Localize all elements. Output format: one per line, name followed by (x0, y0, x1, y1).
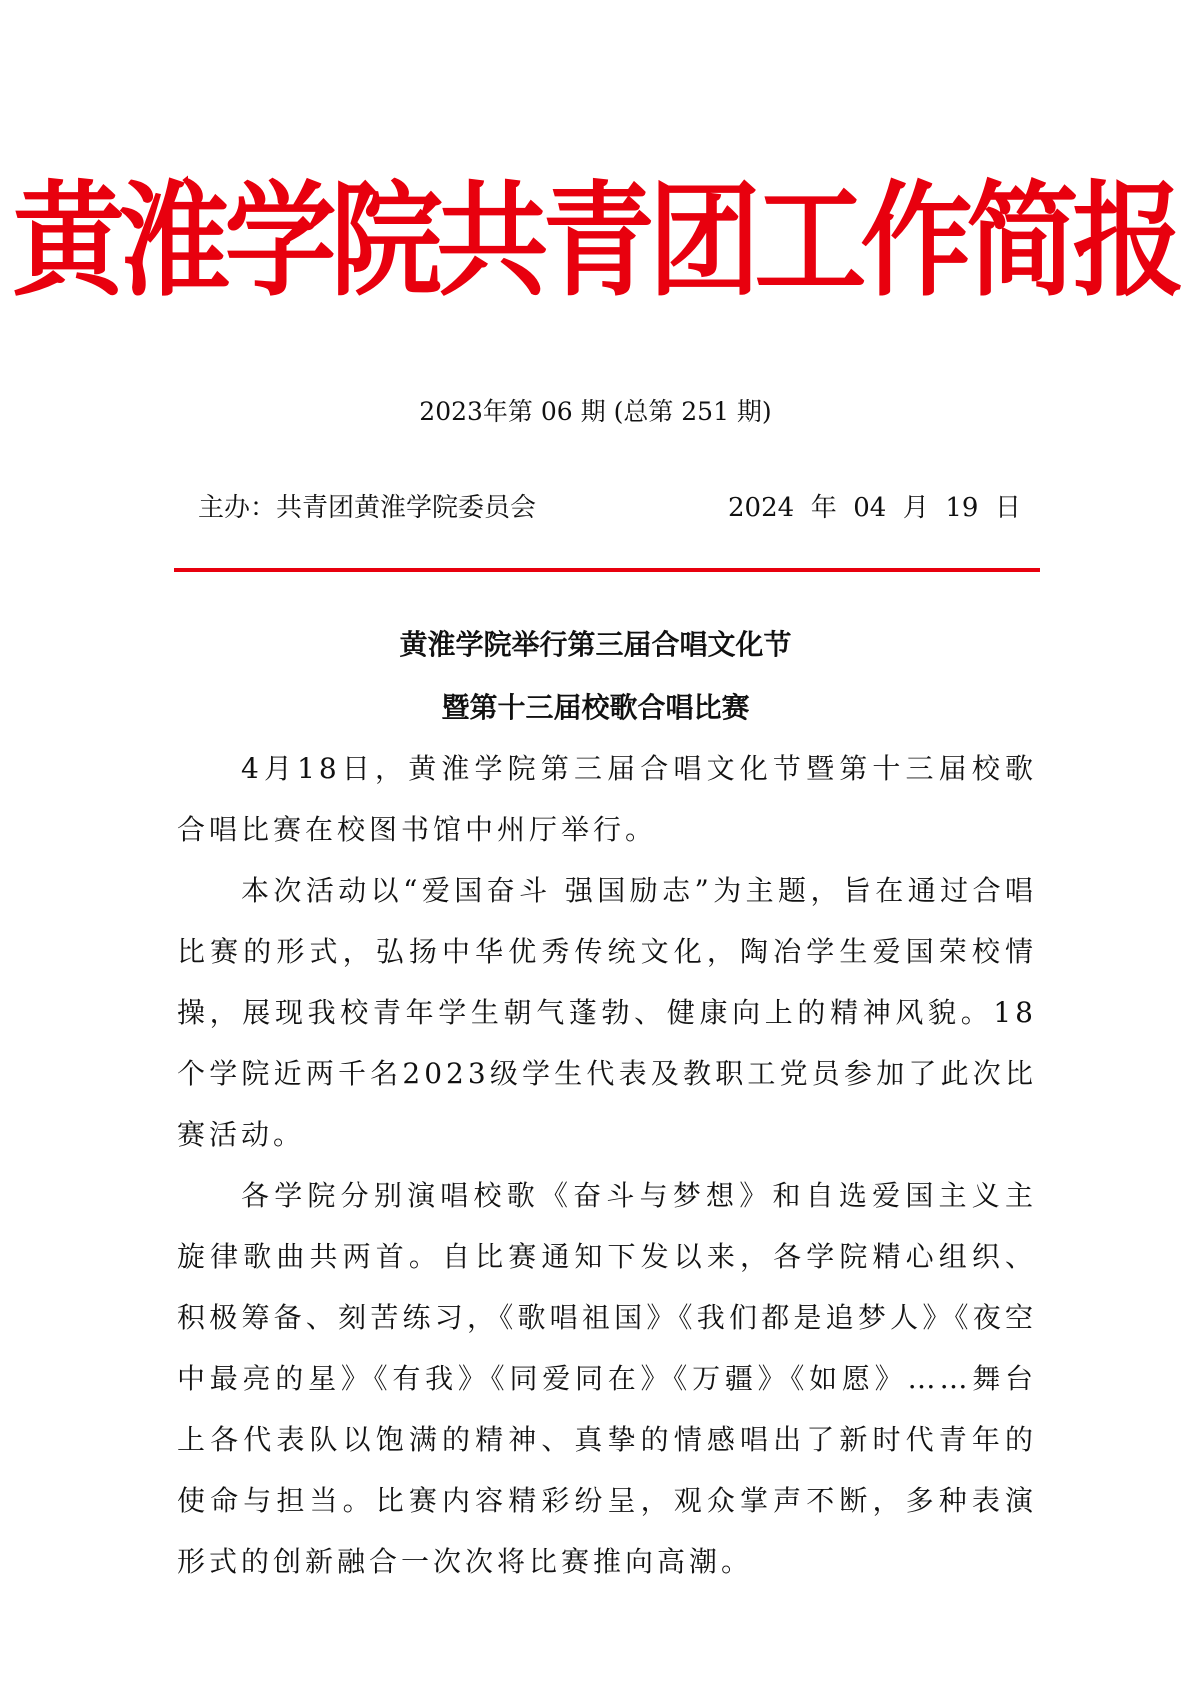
article-body (177, 738, 1037, 1592)
article-paragraph: 各学院分别演唱校歌《奋斗与梦想》和自选爱国主义主旋律歌曲共两首。自比赛通知下发以来，各学院精心组织、积极筹备、刻苦练习，《歌唱祖国》《我们都是追梦人》《夜空中最亮的星》《有我》《同爱同在》《万疆》《如愿》……舞台上各代表队以饱满的精神、真挚的情感唱出了新时代青年的使命与担当。比赛内容精彩纷呈，观众掌声不断，多种表演形式的创新融合一次次将比赛推向高潮。 (177, 1179, 1037, 1578)
red-divider (174, 568, 1040, 572)
publish-date: 2024 年 04 月 19 日 (728, 493, 1021, 523)
article-headline-line1: 黄淮学院举行第三届合唱文化节 (399, 628, 792, 661)
issue-number: 2023年第 06 期 (总第 251 期) (419, 397, 772, 426)
newsletter-title: 黄淮学院共青团工作简报 (12, 170, 1179, 313)
sponsor-line: 主办：共青团黄淮学院委员会 (198, 493, 537, 523)
article-paragraph: 本次活动以“爱国奋斗 强国励志”为主题，旨在通过合唱比赛的形式，弘扬中华优秀传统文化，陶冶学生爱国荣校情操，展现我校青年学生朝气蓬勃、健康向上的精神风貌。18个学院近两千名2023级学生代表及教职工党员参加了此次比赛活动。 (177, 874, 1037, 1151)
article-headline-line2: 暨第十三届校歌合唱比赛 (441, 691, 750, 724)
article-paragraph: 4月18日，黄淮学院第三届合唱文化节暨第十三届校歌合唱比赛在校图书馆中州厅举行。 (177, 752, 1037, 846)
